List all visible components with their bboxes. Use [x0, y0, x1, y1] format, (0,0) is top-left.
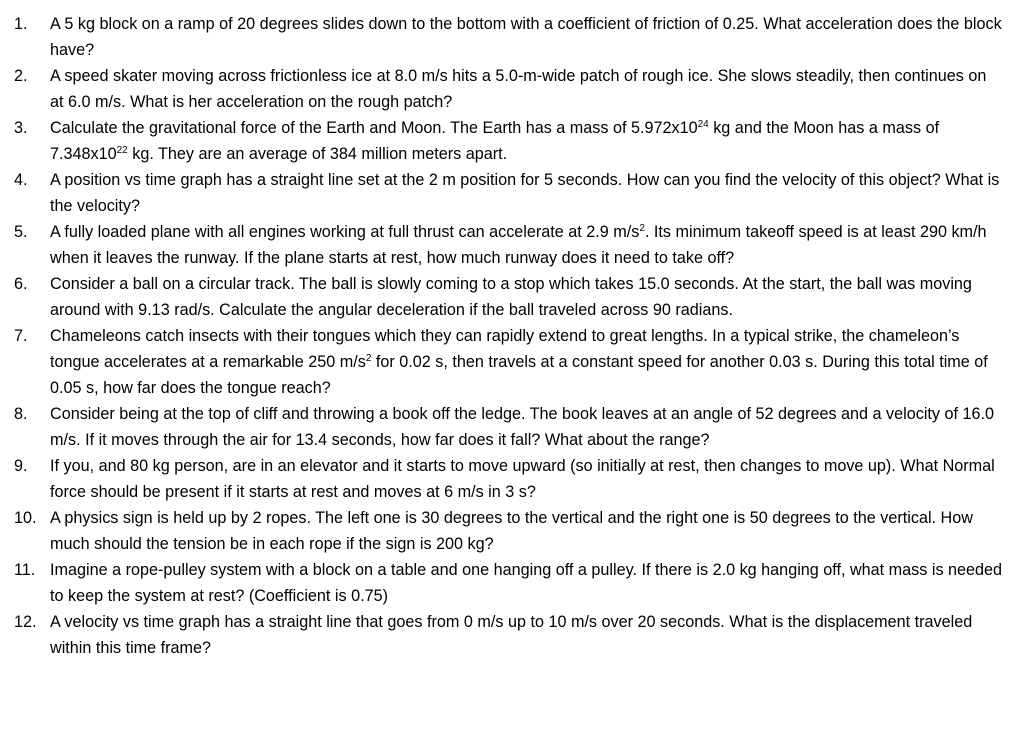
problem-text-segment: . Its minimum takeoff speed is at least 290 km/h when it leaves the runway. If the plane starts at rest, how much runway does it need to take off?: [50, 223, 987, 267]
problem-text: [50, 115, 1004, 167]
problem-number: 10.: [14, 509, 37, 527]
problem-item-2: [14, 63, 1004, 115]
problem-text-segment: A speed skater moving across frictionless ice at 8.0 m/s hits a 5.0-m-wide patch of rough ice. She slows steadily, then continues on at 6.0 m/s. What is her acceleration on the rough patch?: [50, 67, 987, 111]
problem-number: 7.: [14, 327, 28, 345]
problem-item-9: [14, 453, 1004, 505]
problem-number: 12.: [14, 613, 37, 631]
problem-number: 2.: [14, 67, 28, 85]
problem-item-6: [14, 271, 1004, 323]
problem-item-10: [14, 505, 1004, 557]
problem-text: [50, 453, 1004, 505]
problem-number: 8.: [14, 405, 28, 423]
problem-item-11: [14, 557, 1004, 609]
problem-text: [50, 401, 1004, 453]
problem-item-3: [14, 115, 1004, 167]
problem-text: [50, 505, 1004, 557]
problem-item-8: [14, 401, 1004, 453]
exponent: 2: [639, 223, 645, 234]
problem-number: 9.: [14, 457, 28, 475]
problem-text-segment: for 0.02 s, then travels at a constant speed for another 0.03 s. During this total time of 0.05 s, how far does the tongue reach?: [50, 353, 988, 397]
problem-number: 3.: [14, 119, 28, 137]
problem-item-5: [14, 219, 1004, 271]
problem-text-segment: If you, and 80 kg person, are in an elevator and it starts to move upward (so initially at rest, then changes to move up). What Normal force should be present if it starts at rest and moves at 6 m/s in 3 s?: [50, 457, 995, 501]
problem-text-segment: A fully loaded plane with all engines working at full thrust can accelerate at 2.9 m/s: [50, 223, 640, 241]
problem-number: 5.: [14, 223, 28, 241]
problem-number: 6.: [14, 275, 28, 293]
problem-text-segment: kg and the Moon has a mass of 7.348x10: [50, 119, 940, 163]
problem-text: [50, 323, 1004, 401]
problem-item-7: [14, 323, 1004, 401]
problem-text-segment: A velocity vs time graph has a straight line that goes from 0 m/s up to 10 m/s over 20 seconds. What is the displacement traveled within this time frame?: [50, 613, 973, 657]
problem-list: [14, 11, 1004, 661]
problem-text-segment: Consider being at the top of cliff and throwing a book off the ledge. The book leaves at an angle of 52 degrees and a velocity of 16.0 m/s. If it moves through the air for 13.4 seconds, how far does it fall? What about the range?: [50, 405, 995, 449]
problem-text-segment: Chameleons catch insects with their tongues which they can rapidly extend to great lengths. In a typical strike, the chameleon’s tongue accelerates at a remarkable 250 m/s: [50, 327, 960, 371]
problem-text-segment: kg. They are an average of 384 million meters apart.: [127, 145, 508, 163]
problem-item-1: [14, 11, 1004, 63]
problem-item-12: [14, 609, 1004, 661]
problem-text: [50, 63, 1004, 115]
problem-text-segment: Calculate the gravitational force of the Earth and Moon. The Earth has a mass of 5.972x10: [50, 119, 698, 137]
problem-text: [50, 609, 1004, 661]
problem-number: 11.: [14, 561, 36, 579]
problem-text-segment: A 5 kg block on a ramp of 20 degrees slides down to the bottom with a coefficient of friction of 0.25. What acceleration does the block have?: [50, 15, 1002, 59]
problem-text-segment: A position vs time graph has a straight line set at the 2 m position for 5 seconds. How can you find the velocity of this object? What is the velocity?: [50, 171, 1000, 215]
exponent: 24: [697, 119, 709, 130]
exponent: 22: [116, 145, 128, 156]
problem-text-segment: A physics sign is held up by 2 ropes. The left one is 30 degrees to the vertical and the right one is 50 degrees to the vertical. How much should the tension be in each rope if the sign is 200 kg?: [50, 509, 973, 553]
exponent: 2: [365, 353, 372, 364]
problem-text-segment: Imagine a rope-pulley system with a block on a table and one hanging off a pulley. If there is 2.0 kg hanging off, what mass is needed to keep the system at rest? (Coefficient is 0.75): [50, 561, 1003, 605]
problem-item-4: [14, 167, 1004, 219]
problem-text-segment: Consider a ball on a circular track. The ball is slowly coming to a stop which takes 15.0 seconds. At the start, the ball was moving around with 9.13 rad/s. Calculate the angular deceleration if the ball traveled across 90 radians.: [50, 275, 972, 319]
problem-number: 4.: [14, 171, 28, 189]
problem-text: [50, 167, 1004, 219]
problem-text: [50, 219, 1004, 271]
problem-text: [50, 11, 1004, 63]
problem-text: [50, 557, 1004, 609]
problem-text: [50, 271, 1004, 323]
problem-number: 1.: [14, 15, 28, 33]
